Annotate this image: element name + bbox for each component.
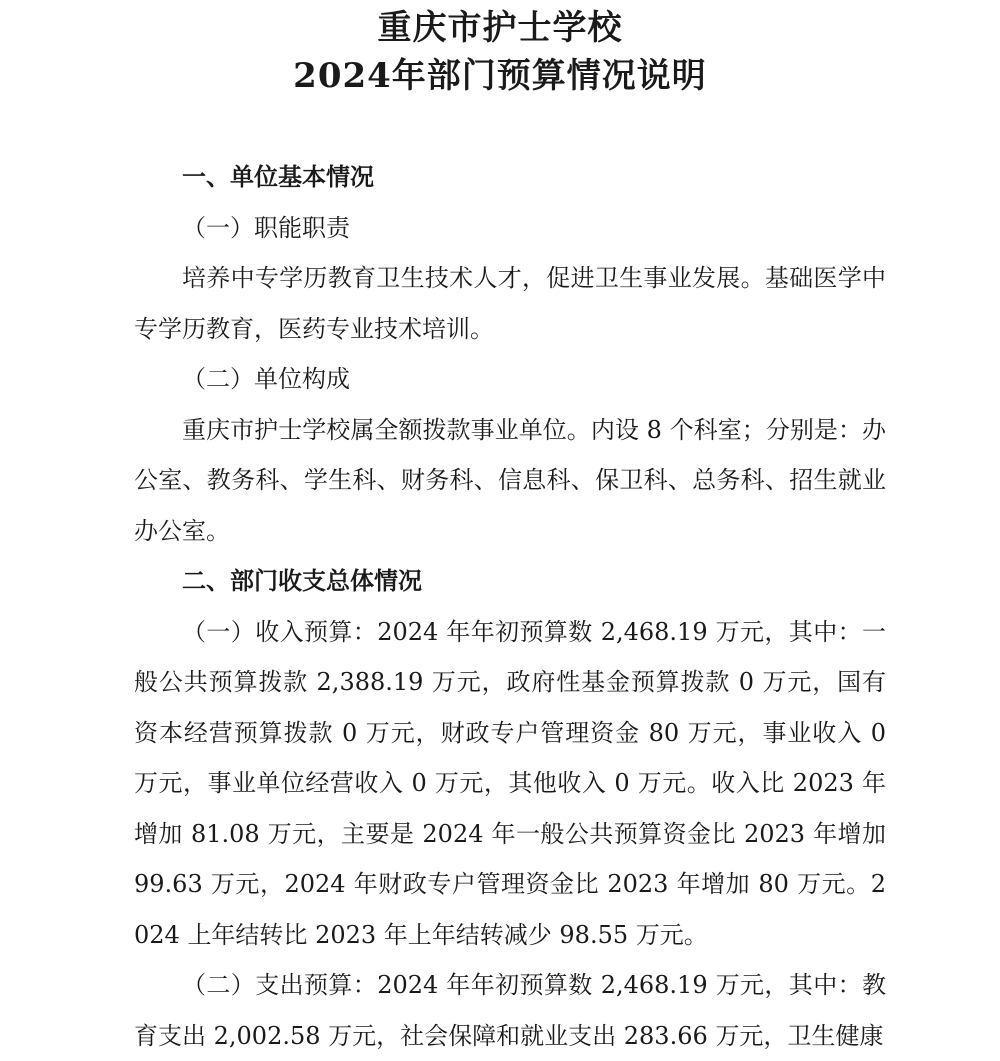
section-2-heading: 二、部门收支总体情况 [182,566,422,595]
section-2-1-label: （一）收入预算： [182,617,378,646]
section-1-2-heading: （二）单位构成 [182,365,350,393]
section-1-heading: 一、单位基本情况 [182,162,374,191]
document-title-line2: 2024年部门预算情况说明 [293,56,707,96]
section-2-1-text: 2024 年年初预算数 2,468.19 万元，其中：一般公共预算拨款 2,388.19 万元，政府性基金预算拨款 0 万元，国有资本经营预算拨款 0 万元，财政专户管理资金 80 万元，事业收入 0 万元，事业单位经营收入 0 万元，其他收入 0 万元。收入比 2023 年增加 81.08 万元，主要是 2024 年一般公共预算资金比 2023 年增加 99.63 万元，2024 年财政专户管理资金比 2023 年增加 80 万元。2024 上年结转比 2023 年上年结转减少 98.55 万元。 [134,617,886,949]
document-body [134,152,886,1061]
document-title-line1: 重庆市护士学校 [377,8,623,48]
section-1-1-paragraph: 培养中专学历教育卫生技术人才，促进卫生事业发展。基础医学中专学历教育，医药专业技术培训。 [134,264,886,343]
section-1-1-heading: （一）职能职责 [182,213,350,242]
section-2-2-text: 2024 年年初预算数 2,468.19 万元，其中：教育支出 2,002.58 万元，社会保障和就业支出 283.66 万元，卫生健康 [134,971,886,1050]
section-1-2-paragraph: 重庆市护士学校属全额拨款事业单位。内设 8 个科室；分别是：办公室、教务科、学生科、财务科、信息科、保卫科、总务科、招生就业办公室。 [134,415,886,545]
section-2-2-paragraph [134,960,886,1061]
section-2-2-label: （二）支出预算： [182,971,378,999]
section-2-1-paragraph [134,607,886,961]
